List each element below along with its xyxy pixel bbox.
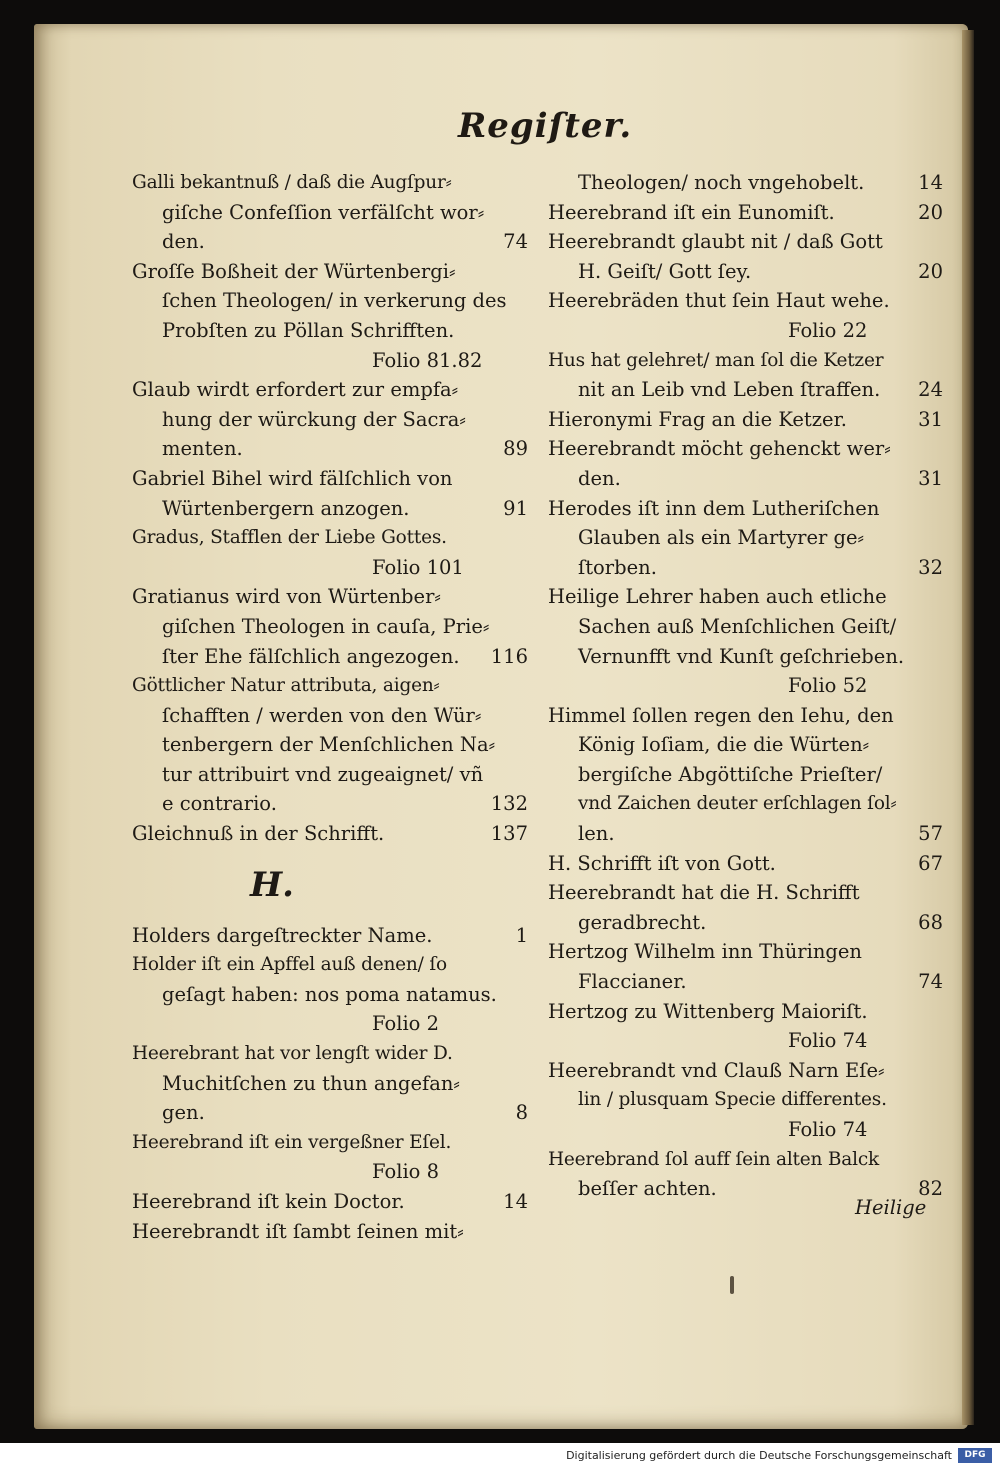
entry-text: Göttlicher Natur attributa, aigen⸗ [132, 675, 440, 697]
entry-line [548, 464, 943, 494]
page-reference: 24 [918, 378, 943, 402]
entry-text: Galli bekantnuß / daß die Augſpur⸗ [132, 172, 452, 193]
dfg-logo: DFG [958, 1448, 992, 1463]
register-entry [132, 819, 532, 849]
entry-line [132, 819, 532, 849]
page-reference: 14 [503, 1190, 528, 1213]
entry-text: Hus hat gelehret/ man ſol die Ketzer [548, 349, 884, 371]
entry-line [548, 286, 943, 316]
register-column-right [548, 168, 943, 1204]
page-reference: 32 [918, 555, 943, 579]
register-entry [132, 1187, 532, 1217]
entries-g [132, 168, 532, 849]
page-reference: 8 [515, 1101, 528, 1125]
entry-text: Flaccianer. [578, 970, 687, 994]
entry-text: den. [578, 466, 621, 490]
entry-text: Hertzog zu Wittenberg Maioriſt. [548, 999, 868, 1023]
register-column-left [132, 168, 532, 1246]
entry-line [548, 168, 943, 198]
entry-line [548, 582, 943, 612]
entry-text: Heerebrandt hat die H. Schrifft [548, 881, 860, 905]
entry-line [132, 1039, 532, 1069]
entry-line [132, 730, 532, 760]
entry-text: menten. [162, 437, 243, 461]
entry-line [132, 789, 532, 819]
entry-line [132, 701, 532, 731]
register-entry [132, 464, 532, 523]
entry-text: giſchen Theologen in cauſa, Prie⸗ [162, 614, 490, 638]
register-entry [132, 1128, 532, 1187]
entry-text: ſtorben. [578, 555, 657, 579]
entry-text: vnd Zaichen deuter erſchlagen ſol⸗ [578, 793, 897, 815]
entry-line [548, 819, 943, 849]
entry-text: Gabriel Bihel wird fälſchlich von [132, 466, 453, 490]
page-reference: 14 [918, 171, 943, 194]
entry-text: Würtenbergern anzogen. [162, 496, 410, 520]
entry-text: ſter Ehe fälſchlich angezogen. [162, 644, 460, 668]
entry-line [548, 257, 943, 287]
footer-bar [0, 1443, 1000, 1469]
entry-text: nit an Leib vnd Leben ſtraffen. [578, 378, 881, 402]
register-entry [548, 346, 943, 405]
register-entry [548, 849, 943, 879]
page-reference: 74 [503, 230, 528, 254]
entry-text: beſſer achten. [578, 1177, 717, 1201]
entry-text: Glauben als ein Martyrer ge⸗ [578, 526, 865, 550]
entry-text: Heerebräden thut ſein Haut wehe. [548, 289, 890, 313]
register-entry [548, 1145, 943, 1204]
entry-line [548, 1085, 943, 1115]
register-entry [548, 937, 943, 996]
page-reference: 20 [918, 200, 943, 224]
page-reference: 68 [918, 910, 943, 934]
register-entry [132, 375, 532, 464]
entry-line [132, 1069, 532, 1099]
entry-line [548, 878, 943, 908]
entries-h-continued [548, 168, 943, 1204]
entry-line [548, 405, 943, 435]
entry-line [132, 523, 532, 553]
entry-line [132, 671, 532, 701]
entry-line [548, 346, 943, 376]
entry-text: König Ioſiam, die die Würten⸗ [578, 733, 870, 757]
entry-text: tur attribuirt vnd zugeaignet/ vñ [162, 762, 484, 786]
entry-text: Hertzog Wilhelm inn Thüringen [548, 940, 862, 964]
entry-line [132, 257, 532, 287]
entry-text: ſchen Theologen/ in verkerung des [162, 289, 507, 313]
entry-text: gen. [162, 1101, 205, 1125]
register-entry [132, 1039, 532, 1128]
entry-line [132, 642, 532, 672]
entry-line [548, 198, 943, 228]
page-reference: 74 [918, 970, 943, 994]
entry-text: Glaub wirdt erfordert zur empfa⸗ [132, 378, 459, 402]
entries-h [132, 921, 532, 1247]
entry-text: H. Geiſt/ Gott ſey. [578, 259, 752, 283]
register-entry [548, 494, 943, 583]
register-entry [548, 701, 943, 849]
register-entry [132, 921, 532, 951]
entry-text: Probſten zu Pöllan Schrifften. [162, 318, 455, 342]
entry-line [548, 523, 943, 553]
register-entry [548, 997, 943, 1056]
entry-text: Muchitſchen zu thun angefan⸗ [162, 1071, 460, 1095]
entry-line [548, 494, 943, 524]
entry-line [548, 760, 943, 790]
register-entry [132, 671, 532, 819]
page-reference: 1 [515, 923, 528, 947]
register-entry [132, 1217, 532, 1247]
entry-line [132, 980, 532, 1010]
folio-reference: Folio 52 [788, 674, 868, 698]
entry-line [132, 582, 532, 612]
entry-text: lin / plusquam Specie differentes. [578, 1089, 887, 1111]
entry-line [548, 849, 943, 879]
catchword: Heilige [855, 1196, 927, 1219]
entry-text: Groſſe Boßheit der Würtenbergi⸗ [132, 259, 456, 283]
entry-line [548, 1056, 943, 1086]
page-reference: 137 [490, 822, 528, 846]
entry-text: Heerebrandt glaubt nit / daß Gott [548, 230, 883, 254]
page-title: Regiſter. [458, 106, 633, 146]
entry-text: Heerebrandt vnd Clauß Narn Eſe⸗ [548, 1058, 885, 1082]
entry-line [132, 950, 532, 980]
entry-line [548, 997, 943, 1027]
register-entry [548, 168, 943, 198]
page-edge [962, 30, 974, 1425]
entry-line [132, 1187, 532, 1217]
entry-line [132, 760, 532, 790]
page-reference: 31 [918, 407, 943, 431]
page-reference: 57 [918, 822, 943, 846]
entry-text: Holders dargeſtreckter Name. [132, 923, 433, 947]
folio-reference: Folio 81.82 [372, 348, 483, 372]
entry-line [548, 908, 943, 938]
folio-reference: Folio 22 [788, 318, 868, 342]
entry-text: Hieronymi Frag an die Ketzer. [548, 407, 847, 431]
folio-reference: Folio 101 [372, 555, 464, 579]
entry-text: Gratianus wird von Würtenber⸗ [132, 585, 441, 609]
entry-text: H. Schrifft iſt von Gott. [548, 851, 776, 875]
entry-line [132, 464, 532, 494]
entry-line [548, 1145, 943, 1175]
entry-line [132, 405, 532, 435]
entry-text: Heerebrand iſt ein vergeßner Eſel. [132, 1131, 452, 1153]
register-entry [548, 227, 943, 286]
entry-line [548, 612, 943, 642]
page-reference: 116 [490, 644, 528, 668]
page-reference: 31 [918, 466, 943, 490]
entry-text: Gleichnuß in der Schrifft. [132, 822, 385, 846]
entry-line [548, 227, 943, 257]
page-reference: 20 [918, 259, 943, 283]
entry-line [132, 1098, 532, 1128]
register-entry [132, 582, 532, 671]
entry-line [548, 553, 943, 583]
entry-text: Herodes iſt inn dem Lutheriſchen [548, 496, 880, 520]
entry-line [548, 967, 943, 997]
entry-line [548, 937, 943, 967]
entry-text: Theologen/ noch vngehobelt. [578, 171, 865, 194]
entry-line [132, 1217, 532, 1247]
register-entry [548, 1056, 943, 1145]
entry-line [548, 642, 943, 672]
entry-text: e contrario. [162, 792, 277, 816]
register-entry [548, 434, 943, 493]
folio-reference: Folio 74 [788, 1118, 868, 1141]
entry-line [132, 612, 532, 642]
entry-text: Heerebrant hat vor lengſt wider D. [132, 1043, 453, 1065]
entry-text: len. [578, 822, 615, 846]
entry-line [132, 227, 532, 257]
entry-text: Heerebrandt möcht gehenckt wer⸗ [548, 437, 891, 461]
entry-line [132, 316, 532, 346]
register-entry [548, 878, 943, 937]
entry-line [548, 375, 943, 405]
entry-text: Holder iſt ein Apffel auß denen/ ſo [132, 954, 447, 976]
register-entry [132, 950, 532, 1039]
entry-text: Sachen auß Menſchlichen Geiſt/ [578, 614, 897, 638]
entry-line [132, 198, 532, 228]
entry-line [132, 1128, 532, 1158]
entry-line [132, 494, 532, 524]
entry-line [548, 730, 943, 760]
folio-reference: Folio 8 [372, 1160, 440, 1184]
register-entry [132, 523, 532, 582]
section-heading: H. [250, 864, 294, 905]
entry-text: Heerebrand ſol auff ſein alten Balck [548, 1148, 880, 1170]
entry-text: tenbergern der Menſchlichen Na⸗ [162, 733, 496, 757]
ink-mark [730, 1276, 734, 1294]
entry-text: Heerebrand iſt kein Doctor. [132, 1190, 405, 1213]
register-entry [548, 286, 943, 345]
entry-text: Vernunfft vnd Kunſt geſchrieben. [578, 644, 905, 668]
entry-line [132, 286, 532, 316]
entry-text: Heerebrand iſt ein Eunomiſt. [548, 200, 835, 224]
entry-text: Himmel ſollen regen den Iehu, den [548, 703, 894, 727]
entry-text: hung der würckung der Sacra⸗ [162, 407, 466, 431]
register-entry [548, 582, 943, 700]
entry-line [132, 168, 532, 198]
page-reference: 89 [503, 437, 528, 461]
entry-line [548, 701, 943, 731]
folio-reference: Folio 74 [788, 1029, 868, 1053]
page-reference: 132 [490, 792, 528, 816]
page-reference: 67 [918, 851, 943, 875]
entry-text: geſagt haben: nos poma natamus. [162, 982, 497, 1006]
register-entry [548, 405, 943, 435]
entry-text: bergiſche Abgöttiſche Prieſter/ [578, 762, 883, 786]
entry-line [548, 789, 943, 819]
entry-line [132, 434, 532, 464]
footer-credit: Digitalisierung gefördert durch die Deutsche Forschungsgemeinschaft [566, 1449, 952, 1462]
entry-line [132, 375, 532, 405]
entry-text: Heerebrandt iſt ſambt ſeinen mit⸗ [132, 1219, 464, 1243]
folio-reference: Folio 2 [372, 1012, 440, 1036]
entry-text: Heilige Lehrer haben auch etliche [548, 585, 887, 609]
register-entry [548, 198, 943, 228]
page-reference: 82 [918, 1177, 943, 1201]
entry-text: giſche Confeſſion verfälſcht wor⸗ [162, 200, 485, 224]
entry-text: den. [162, 230, 205, 254]
register-entry [132, 257, 532, 375]
entry-text: geradbrecht. [578, 910, 707, 934]
entry-line [548, 434, 943, 464]
page-reference: 91 [503, 496, 528, 520]
entry-text: Gradus, Stafflen der Liebe Gottes. [132, 527, 447, 549]
entry-text: ſchafften / werden von den Wür⸗ [162, 703, 482, 727]
entry-line [132, 921, 532, 951]
register-entry [132, 168, 532, 257]
